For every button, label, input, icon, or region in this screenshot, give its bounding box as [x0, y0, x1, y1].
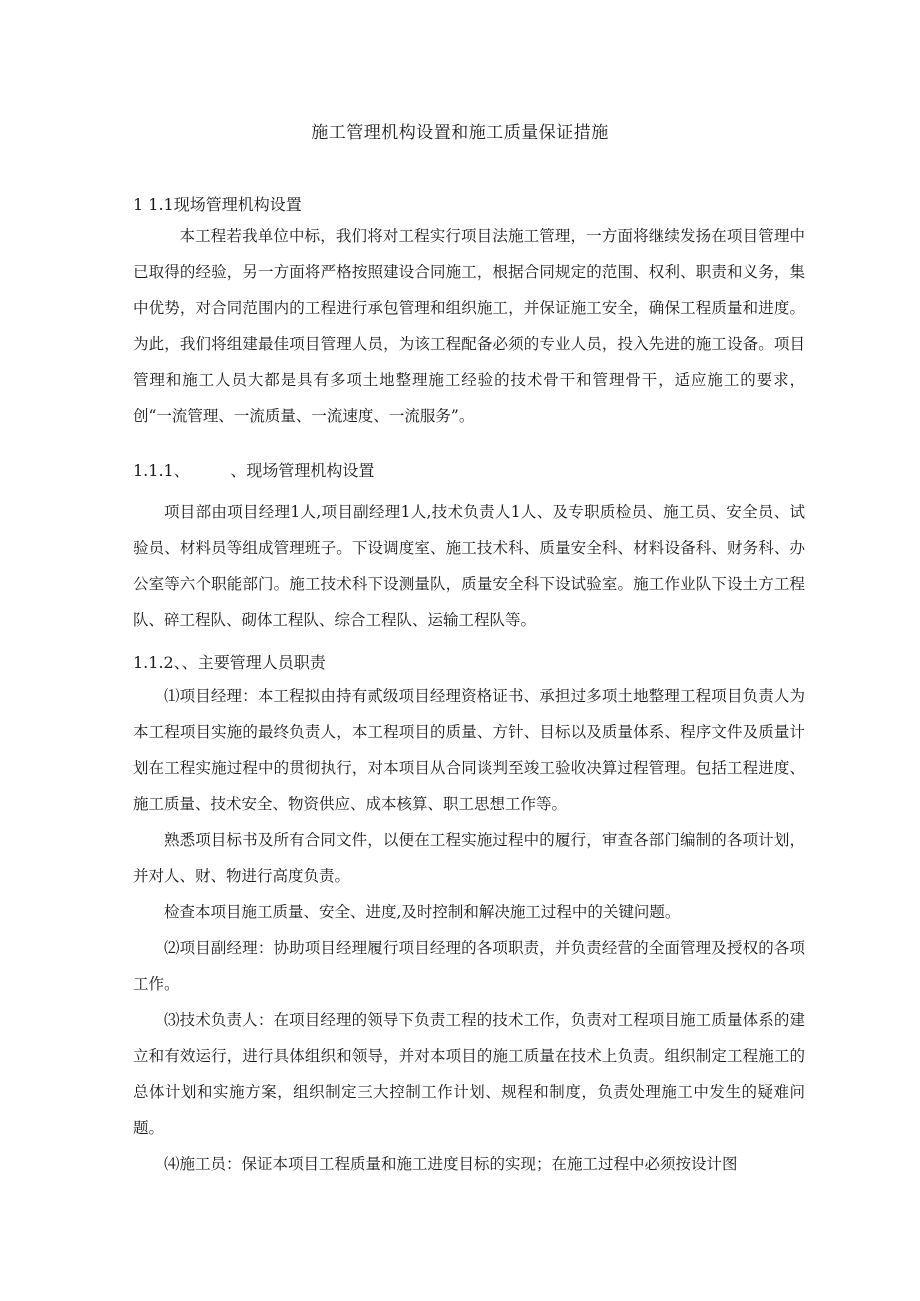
- paragraph-construction-staff: ⑷施工员：保证本项目工程质量和施工进度目标的实现；在施工过程中必须按设计图: [164, 1155, 738, 1173]
- paragraph-organization: 项目部由项目经理1人,项目副经理1人,技术负责人1人、及专职质检员、施工员、安全员、试验员、材料员等组成管理班子。下设调度室、施工技术科、质量安全科、材料设备科、财务科、办公室等六个职能部门。施工技术科下设测量队，质量安全科下设试验室。施工作业队下设土方工程队、碎工程队、砌体工程队、综合工程队、运输工程队等。: [133, 503, 805, 629]
- paragraph-contract-docs: 熟悉项目标书及所有合同文件，以便在工程实施过程中的履行，审查各部门编制的各项计划，并对人、财、物进行高度负责。: [133, 831, 805, 885]
- section-heading-1: 1 1.1现场管理机构设置: [133, 195, 302, 214]
- paragraph-intro: 本工程若我单位中标，我们将对工程实行项目法施工管理，一方面将继续发扬在项目管理中已取得的经验，另一方面将严格按照建设合同施工，根据合同规定的范围、权利、职责和义务，集中优势，对合同范围内的工程进行承包管理和组织施工，并保证施工安全，确保工程质量和进度。为此，我们将组建最佳项目管理人员，为该工程配备必须的专业人员，投入先进的施工设备。项目管理和施工人员大都是具有多项土地整理施工经验的技术骨干和管理骨干，适应施工的要求，创“一流管理、一流质量、一流速度、一流服务”。: [133, 227, 805, 425]
- section-heading-2: 1.1.1、 、现场管理机构设置: [133, 461, 375, 480]
- paragraph-project-manager: ⑴项目经理：本工程拟由持有贰级项目经理资格证书、承担过多项土地整理工程项目负责人为本工程项目实施的最终负责人，本工程项目的质量、方针、目标以及质量体系、程序文件及质量计划在工程实施过程中的贯彻执行，对本项目从合同谈判至竣工验收决算过程管理。包括工程进度、施工质量、技术安全、物资供应、成本核算、职工思想工作等。: [133, 687, 805, 813]
- paragraph-technical-lead: ⑶技术负责人：在项目经理的领导下负责工程的技术工作，负责对工程项目施工质量体系的建立和有效运行，进行具体组织和领导，并对本项目的施工质量在技术上负责。组织制定工程施工的总体计划和实施方案，组织制定三大控制工作计划、规程和制度，负责处理施工中发生的疑难问题。: [133, 1011, 805, 1137]
- section-heading-3: 1.1.2、、主要管理人员职责: [133, 653, 326, 672]
- document-title: 施工管理机构设置和施工质量保证措施: [311, 123, 609, 143]
- paragraph-inspection: 检查本项目施工质量、安全、进度,及时控制和解决施工过程中的关键问题。: [164, 903, 681, 921]
- paragraph-deputy-manager: ⑵项目副经理：协助项目经理履行项目经理的各项职责，并负责经营的全面管理及授权的各项工作。: [133, 939, 805, 993]
